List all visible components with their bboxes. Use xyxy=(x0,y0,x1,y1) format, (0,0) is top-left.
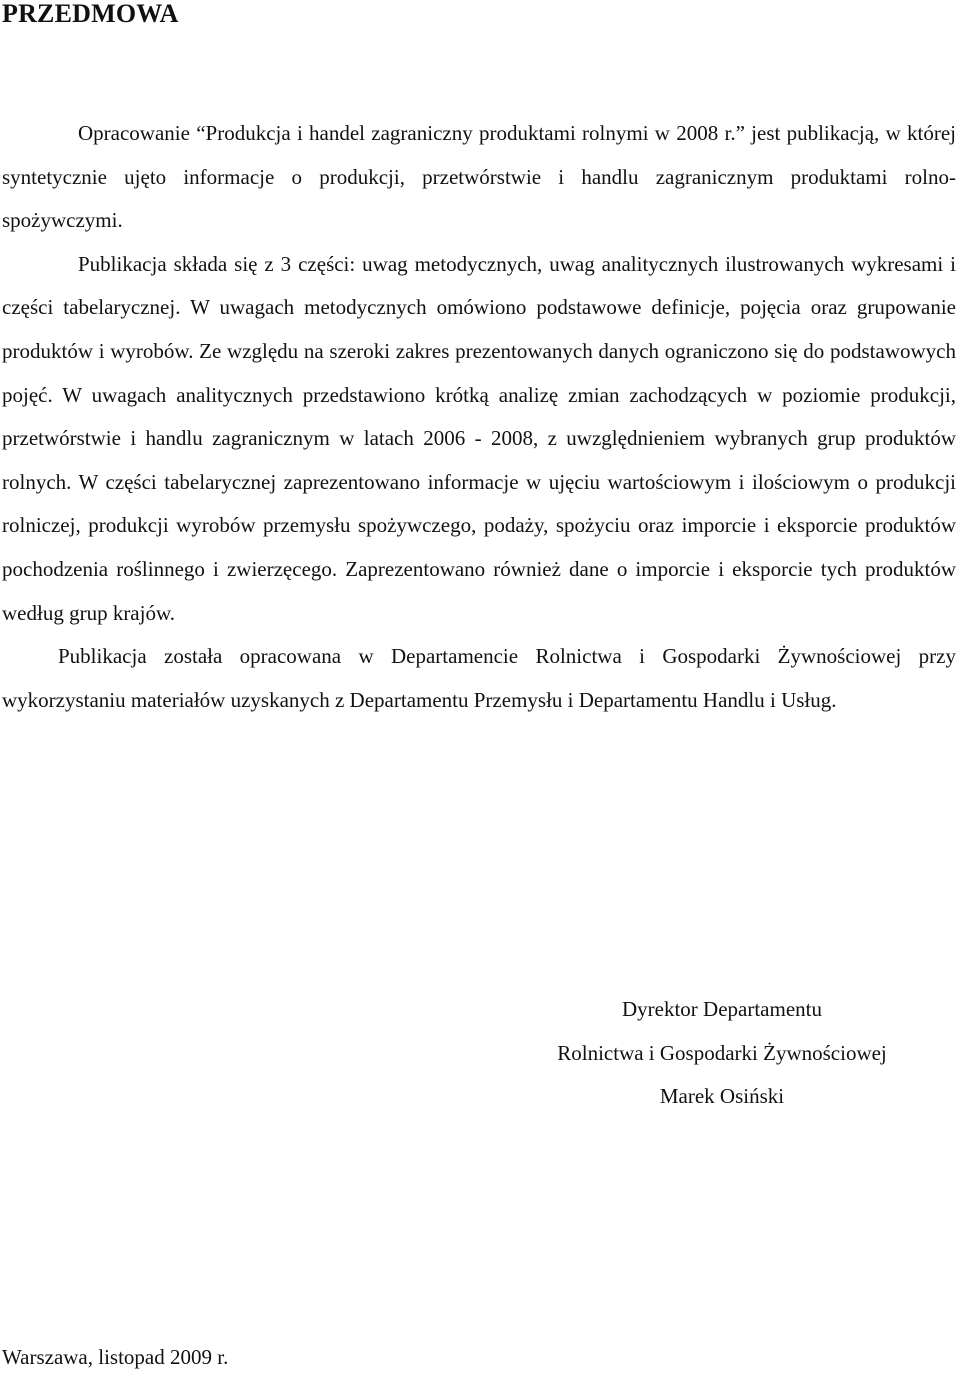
page-title: PRZEDMOWA xyxy=(2,0,179,28)
place-and-date: Warszawa, listopad 2009 r. xyxy=(2,1345,229,1369)
signature-block xyxy=(520,988,924,1119)
signature-department: Rolnictwa i Gospodarki Żywnościowej xyxy=(557,1040,887,1065)
signature-name: Marek Osiński xyxy=(659,1084,785,1109)
paragraph-intro: Opracowanie “Produkcja i handel zagraniczny produktami rolnymi w 2008 r.” jest publikacją, w której syntetycznie ujęto informacje o produkcji, przetwórstwie i handlu zagranicznym produktami rolno-spożywczymi. xyxy=(2,121,956,233)
paragraph-authorship: Publikacja została opracowana w Departamencie Rolnictwa i Gospodarki Żywnościowej przy wykorzystaniu materiałów uzyskanych z Departamentu Przemysłu i Departamentu Handlu i Usług. xyxy=(2,644,956,712)
signature-title: Dyrektor Departamentu xyxy=(621,997,822,1021)
preface-body xyxy=(2,112,956,722)
paragraph-structure: Publikacja składa się z 3 części: uwag metodycznych, uwag analitycznych ilustrowanych wykresami i części tabelarycznej. W uwagach metodycznych omówiono podstawowe definicje, pojęcia oraz grupowanie produktów i wyrobów. Ze względu na szeroki zakres prezentowanych danych ograniczono się do podstawowych pojęć. W uwagach analitycznych przedstawiono krótką analizę zmian zachodzących w poziomie produkcji, przetwórstwie i handlu zagranicznym w latach 2006 - 2008, z uwzględnieniem wybranych grup produktów rolnych. W części tabelarycznej zaprezentowano informacje w ujęciu wartościowym i ilościowym o produkcji rolniczej, produkcji wyrobów przemysłu spożywczego, podaży, spożyciu oraz imporcie i eksporcie produktów pochodzenia roślinnego i zwierzęcego. Zaprezentowano również dane o imporcie i eksporcie tych produktów według grup krajów. xyxy=(2,251,956,625)
